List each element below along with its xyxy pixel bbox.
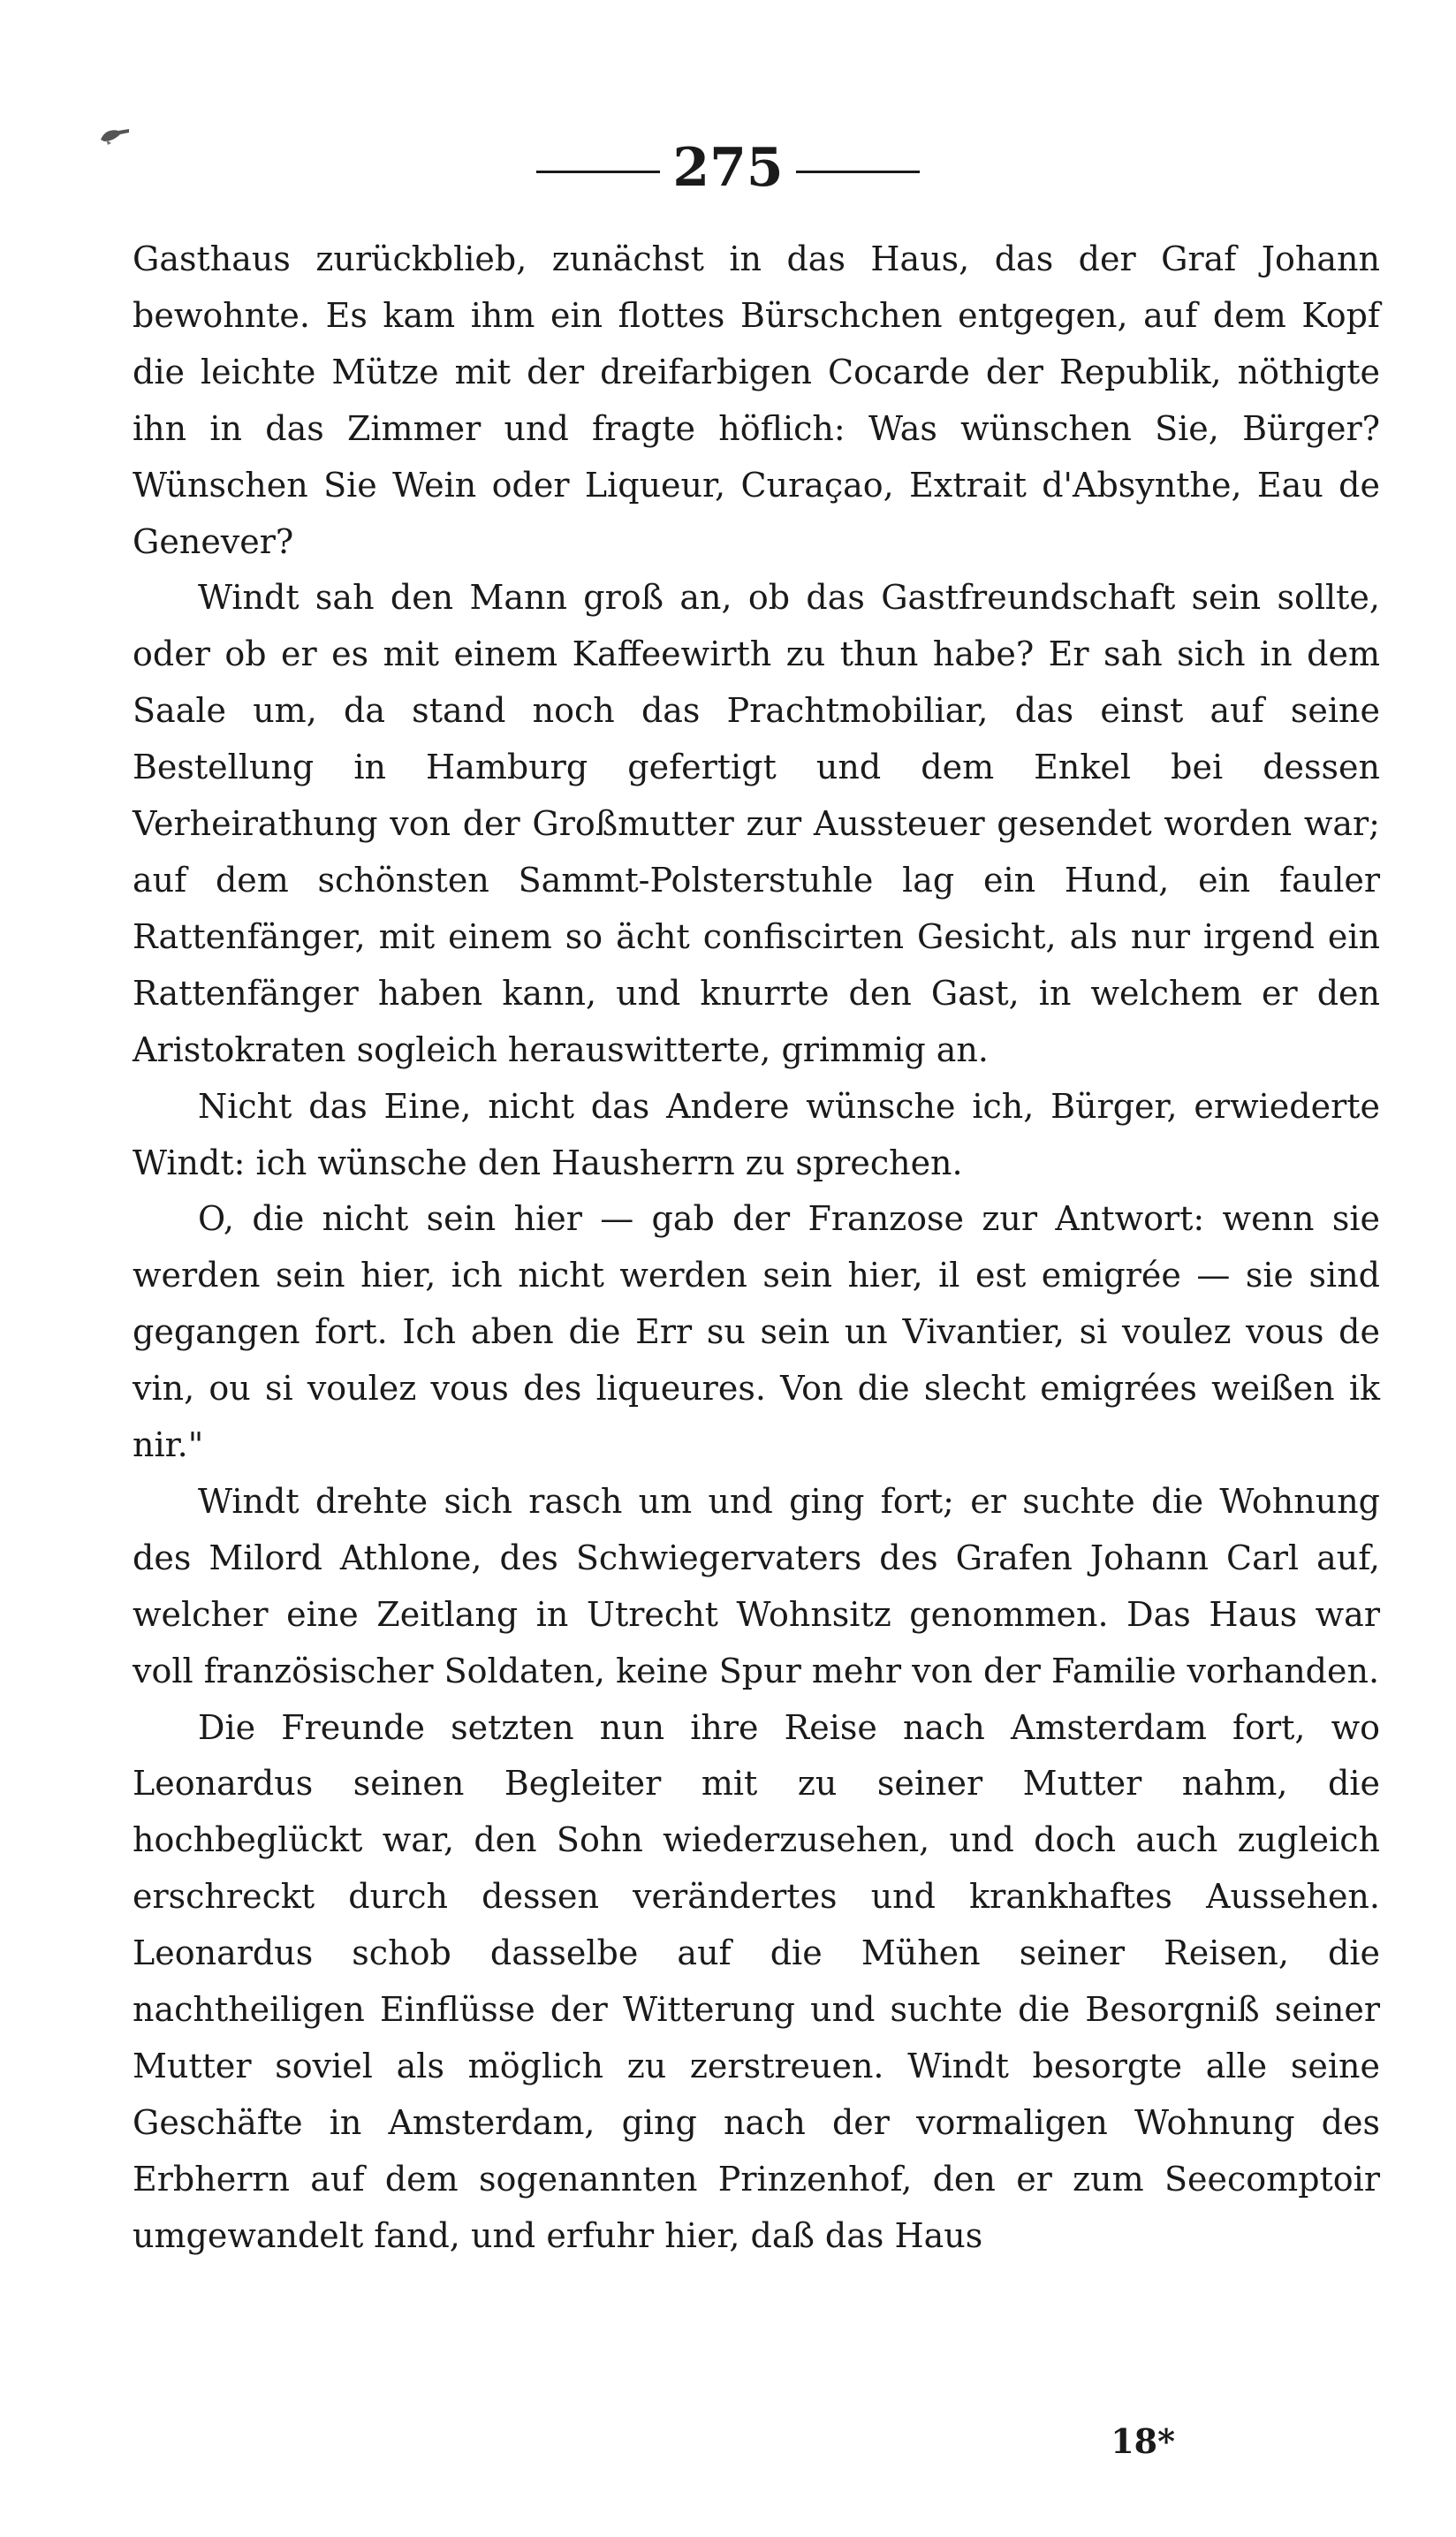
printer-signature: 18* [1111, 2421, 1175, 2461]
paragraph-2: Windt sah den Mann groß an, ob das Gastfreundschaft sein sollte, oder ob er es mit einem Kaffeewirth zu thun habe? Er sah sich in dem Saale um, da stand noch das Prachtmobiliar, das einst auf seine Bestellung in Hamburg gefertigt und dem Enkel bei dessen Verheirathung von der Großmutter zur Aussteuer gesendet worden war; auf dem schönsten Sammt-Polsterstuhle lag ein Hund, ein fauler Rattenfänger, mit einem so ächt confiscirten Gesicht, als nur irgend ein Rattenfänger haben kann, und knurrte den Gast, in welchem er den Aristokraten sogleich herauswitterte, grimmig an. [133, 578, 1380, 1069]
header-rule-left [536, 171, 660, 173]
page-header [0, 133, 1456, 203]
paragraph-1: Gasthaus zurückblieb, zunächst in das Haus, das der Graf Johann bewohnte. Es kam ihm ein flottes Bürschchen entgegen, auf dem Kopf die leichte Mütze mit der dreifarbigen Cocarde der Republik, nöthigte ihn in das Zimmer und fragte höflich: Was wünschen Sie, Bürger? Wünschen Sie Wein oder Liqueur, Curaçao, Extrait d'Absynthe, Eau de Genever? [133, 239, 1380, 561]
paragraph-5: Windt drehte sich rasch um und ging fort; er suchte die Wohnung des Milord Athlone, des Schwiegervaters des Grafen Johann Carl auf, welcher eine Zeitlang in Utrecht Wohnsitz genommen. Das Haus war voll französischer Soldaten, keine Spur mehr von der Familie vorhanden. [133, 1481, 1380, 1690]
paragraph-4: O, die nicht sein hier — gab der Franzose zur Antwort: wenn sie werden sein hier, ich nicht werden sein hier, il est emigrée — sie sind gegangen fort. Ich aben die Err su sein un Vivantier, si voulez vous de vin, ou si voulez vous des liqueures. Von die slecht emigrées weißen ik nir." [133, 1199, 1380, 1465]
paragraph-3: Nicht das Eine, nicht das Andere wünsche ich, Bürger, erwiederte Windt: ich wünsche den Hausherrn zu sprechen. [133, 1086, 1380, 1182]
body-text [133, 232, 1380, 2265]
paragraph-6: Die Freunde setzten nun ihre Reise nach Amsterdam fort, wo Leonardus seinen Begleiter mit zu seiner Mutter nahm, die hochbeglückt war, den Sohn wiederzusehen, und doch auch zugleich erschreckt durch dessen verändertes und krankhaftes Aussehen. Leonardus schob dasselbe auf die Mühen seiner Reisen, die nachtheiligen Einflüsse der Witterung und suchte die Besorgniß seiner Mutter soviel als möglich zu zerstreuen. Windt besorgte alle seine Geschäfte in Amsterdam, ging nach der vormaligen Wohnung des Erbherrn auf dem sogenannten Prinzenhof, den er zum Seecomptoir umgewandelt fand, und erfuhr hier, daß das Haus [133, 1707, 1380, 2255]
page-number: 275 [672, 137, 784, 199]
header-rule-right [796, 171, 920, 173]
